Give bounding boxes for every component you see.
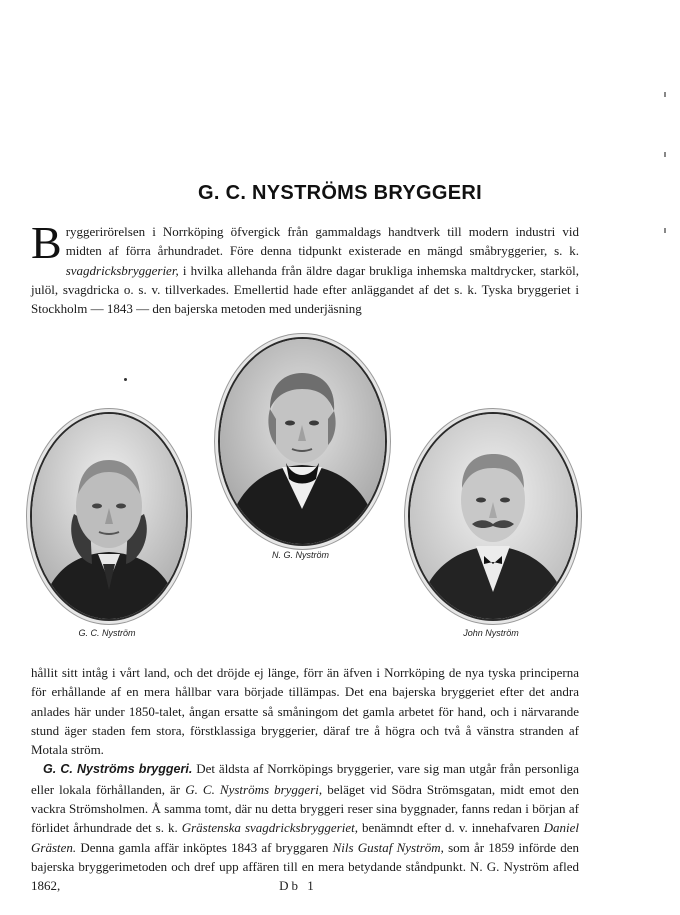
portrait-photo-icon — [410, 414, 576, 619]
page-title: G. C. NYSTRÖMS BRYGGERI — [198, 182, 482, 204]
body-paragraph-1: hållit sitt intåg i vårt land, och det dröjde ej länge, förr än äfven i Norrköping de nya tyska principerna för erhållande af en mera hållbar vara började tillämpas. Det ena bajerska bryggeriet efter det andra anlades här under 1850-talet, ångan ersatte så småningom det gamla arbetet för hand, och i närvarande stund äger staden fem stora, förstklassiga bryggerier, däraf tre å högra och två å vänstra stranden af Motala ström. — [31, 665, 579, 758]
margin-mark — [664, 152, 666, 157]
caption-left: G. C. Nyström — [78, 628, 136, 638]
printer-signature: Db 1 — [279, 878, 317, 893]
caption-center: N. G. Nyström — [271, 550, 329, 560]
portrait-left — [30, 412, 188, 621]
portrait-right — [408, 412, 578, 621]
margin-mark — [664, 228, 666, 233]
print-speck — [124, 378, 127, 381]
p2-text-b: beläget vid Södra Strömsgatan, midt emot den vackra Strömsholmen. Å samma tomt, där nu detta bryggeri reser sina byggnader, fanns redan i början af förlidet århundrade det s. k. — [31, 781, 579, 836]
p2-emph-4: Nils Gustaf Nyström, — [332, 839, 444, 855]
p2-text-a: Det äldsta af Norrköpings bryggerier, vare sig man utgår från personliga eller lokala förhållanden, är — [31, 761, 579, 797]
intro-paragraph — [31, 217, 579, 318]
drop-cap: B — [31, 217, 62, 268]
p2-text-d: Denna gamla affär inköptes 1843 af bryggaren — [76, 839, 333, 855]
p2-emph-3: Daniel Grästen. — [31, 820, 579, 855]
p2-emph-1: G. C. Nyströms bryggeri, — [185, 781, 323, 797]
margin-mark — [664, 92, 666, 97]
body-text — [31, 663, 579, 896]
portrait-center — [218, 337, 387, 546]
section-heading: G. C. Nyströms bryggeri. — [43, 762, 193, 777]
portrait-photo-icon — [220, 339, 385, 544]
p2-text-c: benämndt efter d. v. innehafvaren — [357, 820, 544, 836]
p2-emph-2: Grästenska svagdricksbryggeriet, — [181, 820, 358, 836]
intro-text-1: ryggerirörelsen i Norrköping öfvergick från gammaldags handtverk till modern industri vid midten af förra århundradet. Före denna tidpunkt existerade en mängd småbryggerier, s. k. — [65, 224, 579, 259]
body-paragraph-2 — [31, 759, 579, 895]
intro-text-2: i hvilka allehanda från äldre dagar brukliga inhemska maltdrycker, starköl, julöl, svagdricka o. s. v. tillverkades. Emellertid hade efter anläggandet af det s. k. Tyska bryggeriet i Stockholm — 1843 — den bajerska metoden med underjäsning — [31, 262, 579, 317]
p2-text-e: som år 1859 införde den bajerska bryggerimetoden och dref upp affären till en mera betydande ståndpunkt. N. G. Nyström afled 1862, — [31, 839, 579, 894]
caption-right: John Nyström — [463, 628, 519, 638]
portrait-photo-icon — [32, 414, 186, 619]
intro-term-1: svagdricksbryggerier, — [65, 262, 179, 278]
